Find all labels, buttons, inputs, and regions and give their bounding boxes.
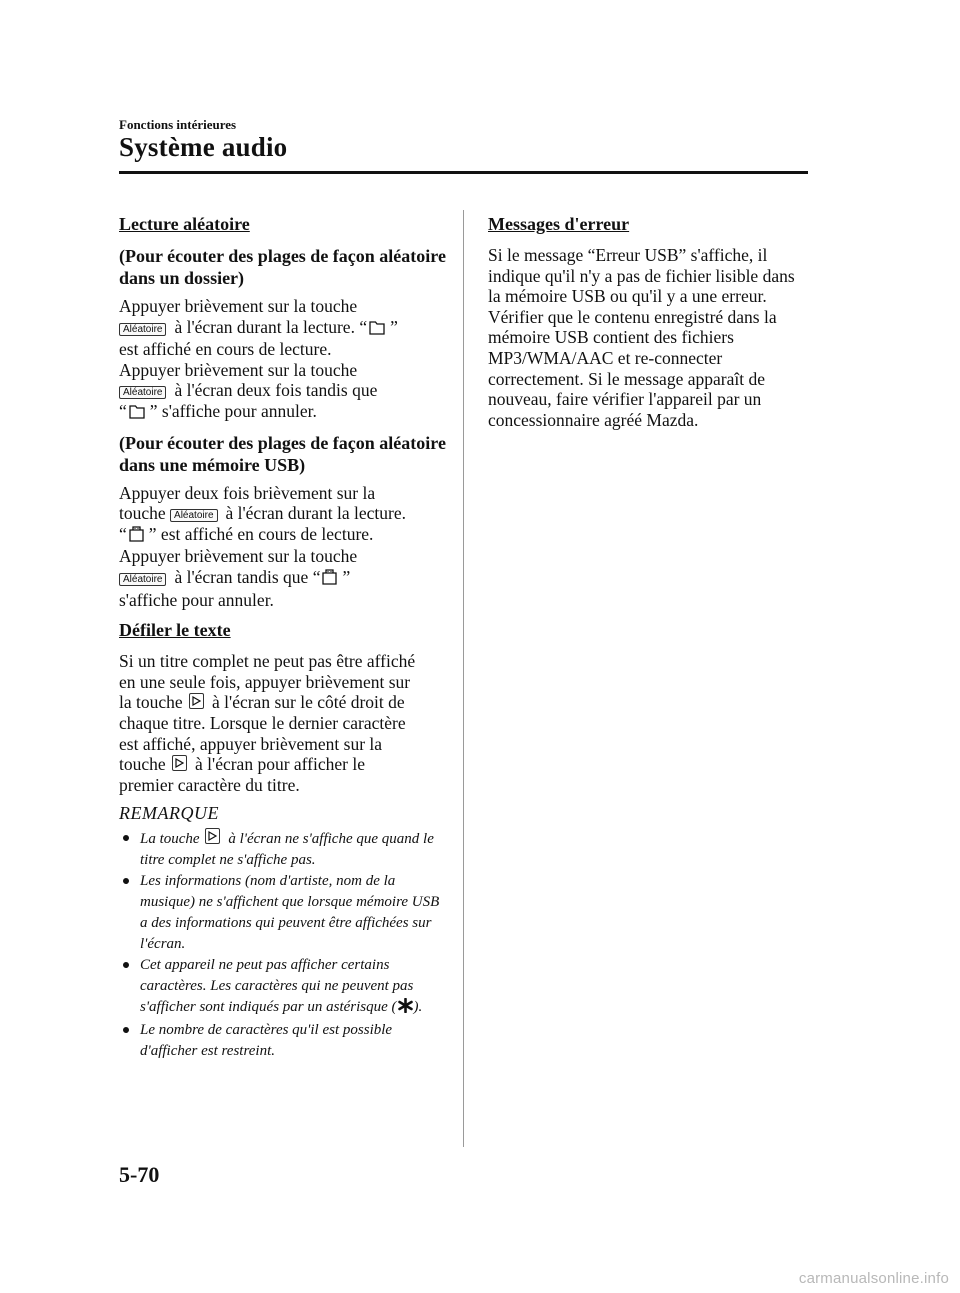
header-rule <box>119 171 808 174</box>
note-item: Cet appareil ne peut pas afficher certains caractères. Les caractères qui ne peuvent pas s'afficher sont indiqués par un astérisque ( ). <box>119 955 449 1020</box>
note-item: Les informations (nom d'artiste, nom de la musique) ne s'affichent que lorsque mémoire USB a des informations qui peuvent être affichées sur l'écran. <box>119 871 449 955</box>
column-divider <box>463 210 464 1147</box>
folder-outline-icon <box>129 403 145 424</box>
paragraph-folder-cancel: Appuyer brièvement sur la touche Aléatoire à l'écran deux fois tandis que “ ” s'affiche pour annuler. <box>119 360 449 424</box>
scroll-right-arrow-icon[interactable] <box>172 755 187 771</box>
note-title: REMARQUE <box>119 803 219 824</box>
paragraph-error: Si le message “Erreur USB” s'affiche, il indique qu'il n'y a pas de fichier lisible dans la mémoire USB ou qu'il y a une erreur. Vérifier que le contenu enregistré dans la mémoire USB contient des fichiers MP3/WMA/AAC et re-connecter correctement. Si le message apparaît de nouveau, faire vérifier l'appareil par un concessionnaire agréé Mazda. <box>488 245 795 430</box>
watermark: carmanualsonline.info <box>798 1270 949 1287</box>
random-button[interactable]: Aléatoire <box>170 509 217 522</box>
subheading-usb: (Pour écouter des plages de façon aléatoire dans une mémoire USB) <box>119 432 446 475</box>
random-button[interactable]: Aléatoire <box>119 386 166 399</box>
asterisk-icon <box>398 998 413 1020</box>
paragraph-scroll: Si un titre complet ne peut pas être affiché en une seule fois, appuyer brièvement sur la touche à l'écran sur le côté droit de chaque titre. Lorsque le dernier caractère est affiché, appuyer brièvement sur la touche à l'écran pour afficher le premier caractère du titre. <box>119 651 416 795</box>
left-column <box>119 212 449 1062</box>
heading-random-play: Lecture aléatoire <box>119 214 250 234</box>
paragraph-usb-random: Appuyer deux fois brièvement sur la touche Aléatoire à l'écran durant la lecture. “ ” est affiché en cours de lecture. <box>119 483 449 547</box>
page-title: Système audio <box>119 132 288 162</box>
subheading-folder: (Pour écouter des plages de façon aléatoire dans un dossier) <box>119 246 446 288</box>
heading-scroll-text: Défiler le texte <box>119 620 231 641</box>
scroll-right-arrow-icon <box>205 828 220 844</box>
section-label: Fonctions intérieures <box>119 117 237 132</box>
note-list <box>119 828 449 1062</box>
scroll-right-arrow-icon[interactable] <box>189 693 204 709</box>
folder-outline-icon <box>369 319 385 340</box>
heading-error-messages: Messages d'erreur <box>488 214 630 234</box>
paragraph-folder-random: Appuyer brièvement sur la touche Aléatoire à l'écran durant la lecture. “ ” est affiché en cours de lecture. <box>119 296 398 360</box>
random-button[interactable]: Aléatoire <box>119 323 166 336</box>
random-button[interactable]: Aléatoire <box>119 573 166 586</box>
usb-memory-icon <box>129 526 144 547</box>
right-column <box>488 212 810 438</box>
note-item: La touche à l'écran ne s'affiche que quand le titre complet ne s'affiche pas. <box>119 828 449 871</box>
paragraph-usb-cancel: Appuyer brièvement sur la touche Aléatoire à l'écran tandis que “ ” s'affiche pour annuler. <box>119 546 358 610</box>
usb-memory-icon <box>322 569 337 590</box>
page-number: 5-70 <box>119 1162 160 1187</box>
note-item: Le nombre de caractères qu'il est possible d'afficher est restreint. <box>119 1020 449 1062</box>
